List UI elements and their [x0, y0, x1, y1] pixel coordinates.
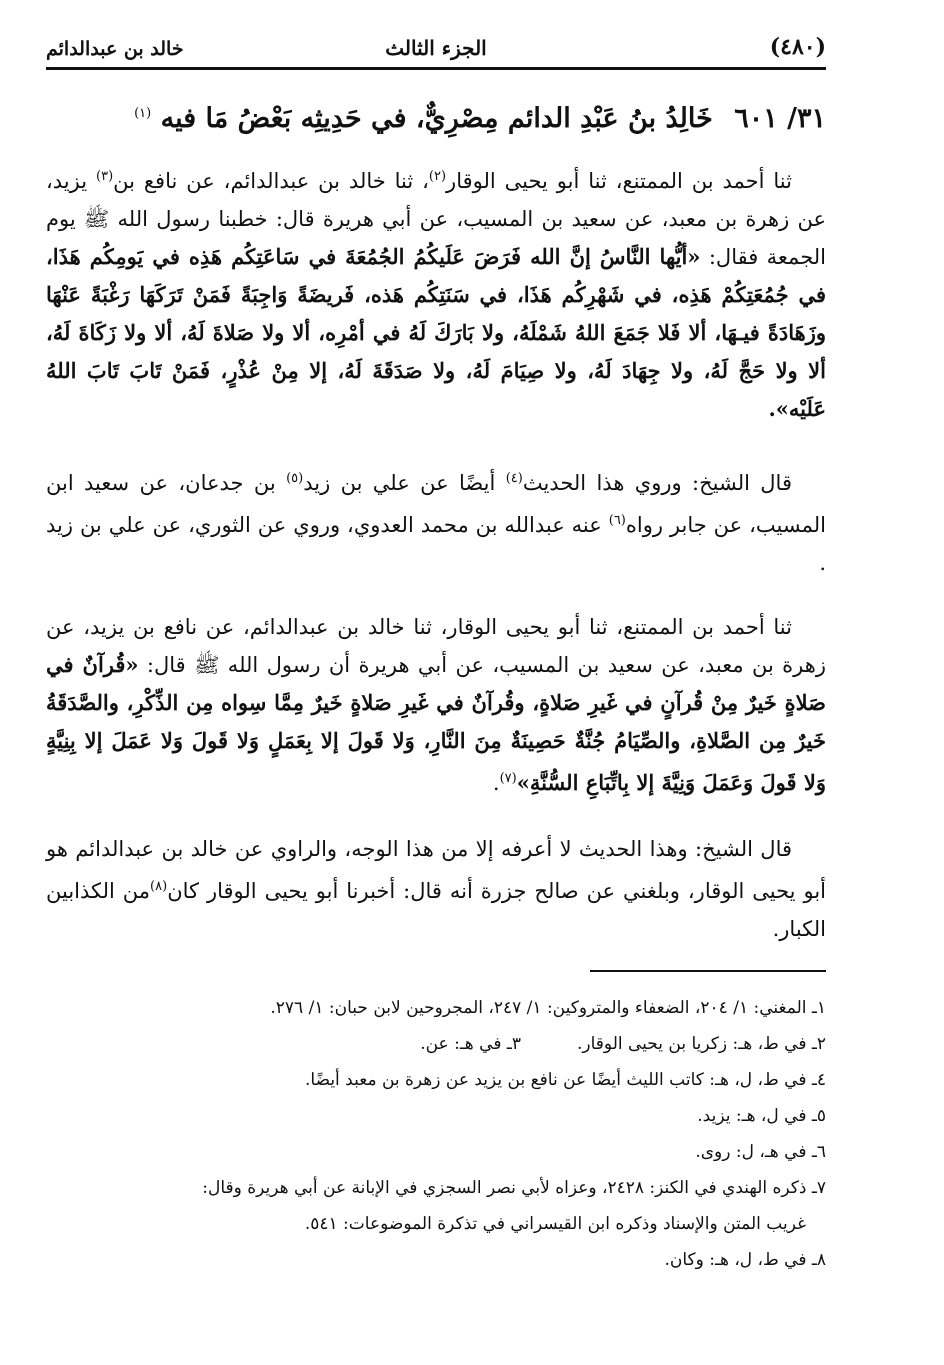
footnote-ref: (٧) — [499, 771, 517, 786]
footnote-ref: (٥) — [286, 471, 304, 486]
isnad-text: ثنا أحمد بن الممتنع، ثنا أبو يحيى الوقار، ثنا خالد بن عبدالدائم، عن نافع بن يزيد، عن زهرة بن معبد، عن سعيد بن المسيب، عن أبي هريرة أن رسول الله ﷺ قال: — [46, 615, 826, 677]
hadith-text: «قُرآنٌ في صَلاةٍ خَيرٌ مِنْ قُرآنٍ في غَيرِ صَلاةٍ، وقُرآنٌ في غَيرِ صَلاةٍ خَيرٌ مِمَّا سِواه مِن الذِّكْرِ، والصَّدَقَةُ خَيرٌ مِن الصَّلاةِ، والصِّيَامُ جُنَّةٌ حَصِينَةٌ مِنَ النَّارِ، وَلا قَولَ إلا بِعَمَلٍ وَلا قَولَ وَلا عَمَلَ إلا بِنِيَّةٍ وَلا قَولَ وَعَمَلَ وَنِيَّةَ إلا بِاتِّبَاعِ السُّنَّةِ» — [46, 652, 826, 795]
period: . — [492, 771, 500, 795]
commentary-text: من الكذابين الكبار. — [46, 879, 826, 941]
footnote-ref: (٣) — [96, 169, 114, 184]
footnote-6: ٦ـ في هـ، ل: روى. — [695, 1142, 826, 1162]
footnote-row — [46, 1026, 826, 1062]
footnote-rule — [590, 970, 826, 972]
isnad-text: يزيد، عن زهرة بن معبد، عن سعيد بن المسيب، عن أبي هريرة قال: خطبنا رسول الله ﷺ يوم الجمعة فقال: — [46, 169, 826, 269]
footnote-7: ٧ـ ذكره الهندي في الكنز: ٢٤٢٨، وعزاه لأبي نصر السجزي في الإبانة عن أبي هريرة وقال: — [202, 1178, 826, 1198]
header-rule — [46, 67, 826, 70]
footnote-ref: (٢) — [428, 169, 447, 184]
footnote-ref: (١) — [134, 106, 152, 121]
page-number: (٤٨٠) — [769, 34, 826, 60]
page-header — [46, 28, 826, 68]
paragraph-1 — [46, 158, 826, 428]
footnote-ref: (٤) — [505, 471, 523, 486]
entry-title — [46, 92, 826, 141]
paragraph-2 — [46, 460, 826, 582]
footnote-2: ٢ـ في ط، هـ: زكريا بن يحيى الوقار. — [577, 1034, 826, 1054]
footnote-3: ٣ـ في هـ: عن. — [420, 1034, 521, 1054]
isnad-text: ثنا أحمد بن الممتنع، ثنا أبو يحيى الوقار — [446, 169, 792, 193]
commentary-text: عنه عبدالله بن محمد العدوي، وروي عن الثوري، عن علي بن زيد . — [46, 513, 826, 575]
hadith-text: «أيُّها النَّاسُ إنَّ الله فَرَضَ عَلَيكُمُ الجُمُعَةَ في سَاعَتِكُم هَذِه في يَومِكُم هَذَا، في جُمُعَتِكُمْ هَذِه، في شَهْرِكُم هَذَا، في سَنَتِكُم هَذه، فَريضَةً وَاجِبَةً فَمَنْ تَرَكَهَا رَغْبَةً عَنْهَا وزَهَادَةً فيـهَا، ألا فَلا جَمَعَ اللهُ شَمْلَهُ، ولا بَارَكَ لَهُ في أمْرِه، ألا ولا صَلاةَ لَهُ، ألا ولا زَكَاةَ لَهُ، ألا ولا حَجَّ لَهُ، ولا جِهَادَ لَهُ، ولا صِيَامَ لَهُ، ولا صَدَقَةَ لَهُ، إلا مِنْ عُذْرٍ، فَمَنْ تَابَ تَابَ اللهُ عَلَيْه». — [46, 244, 826, 421]
paragraph-3 — [46, 608, 826, 802]
footnote-7-continued: غريب المتن والإسناد وذكره ابن القيسراني في تذكرة الموضوعات: ٥٤١. — [304, 1214, 806, 1234]
part-title: الجزء الثالث — [385, 36, 487, 60]
running-title: خالد بن عبدالدائم — [46, 38, 184, 60]
commentary-text: قال الشيخ: وروي هذا الحديث — [522, 471, 792, 495]
footnote-ref: (٨) — [150, 879, 168, 894]
commentary-text: أيضًا عن علي بن زيد — [303, 471, 506, 495]
commentary-text: قال الشيخ: وهذا الحديث لا أعرفه إلا من هذا الوجه، والراوي عن خالد بن عبدالدائم هو أبو يحيى الوقار، وبلغني عن صالح جزرة أنه قال: أخبرنا أبو يحيى الوقار كان — [46, 837, 826, 903]
isnad-text: ، ثنا خالد بن عبدالدائم، عن نافع بن — [113, 169, 429, 193]
footnote-8: ٨ـ في ط، ل، هـ: وكان. — [664, 1250, 826, 1270]
footnote-ref: (٦) — [608, 513, 626, 528]
entry-title-text: خَالِدُ بنُ عَبْدِ الدائم مِصْرِيٌّ، في حَدِيثِه بَعْضُ مَا فيه — [160, 103, 713, 134]
entry-number: ٣١/ ٦٠١ — [734, 103, 826, 134]
footnote-4: ٤ـ في ط، ل، هـ: كاتب الليث أيضًا عن نافع بن يزيد عن زهرة بن معبد أيضًا. — [305, 1070, 826, 1090]
footnote-1: ١ـ المغني: ١/ ٢٠٤، الضعفاء والمتروكين: ١/ ٢٤٧، المجروحين لابن حبان: ١/ ٢٧٦. — [270, 998, 826, 1018]
paragraph-4 — [46, 830, 826, 948]
commentary-text: بن جدعان، عن سعيد ابن المسيب، عن جابر رواه — [46, 471, 826, 537]
footnotes — [46, 990, 826, 1278]
footnote-5: ٥ـ في ل، هـ: يزيد. — [697, 1106, 826, 1126]
